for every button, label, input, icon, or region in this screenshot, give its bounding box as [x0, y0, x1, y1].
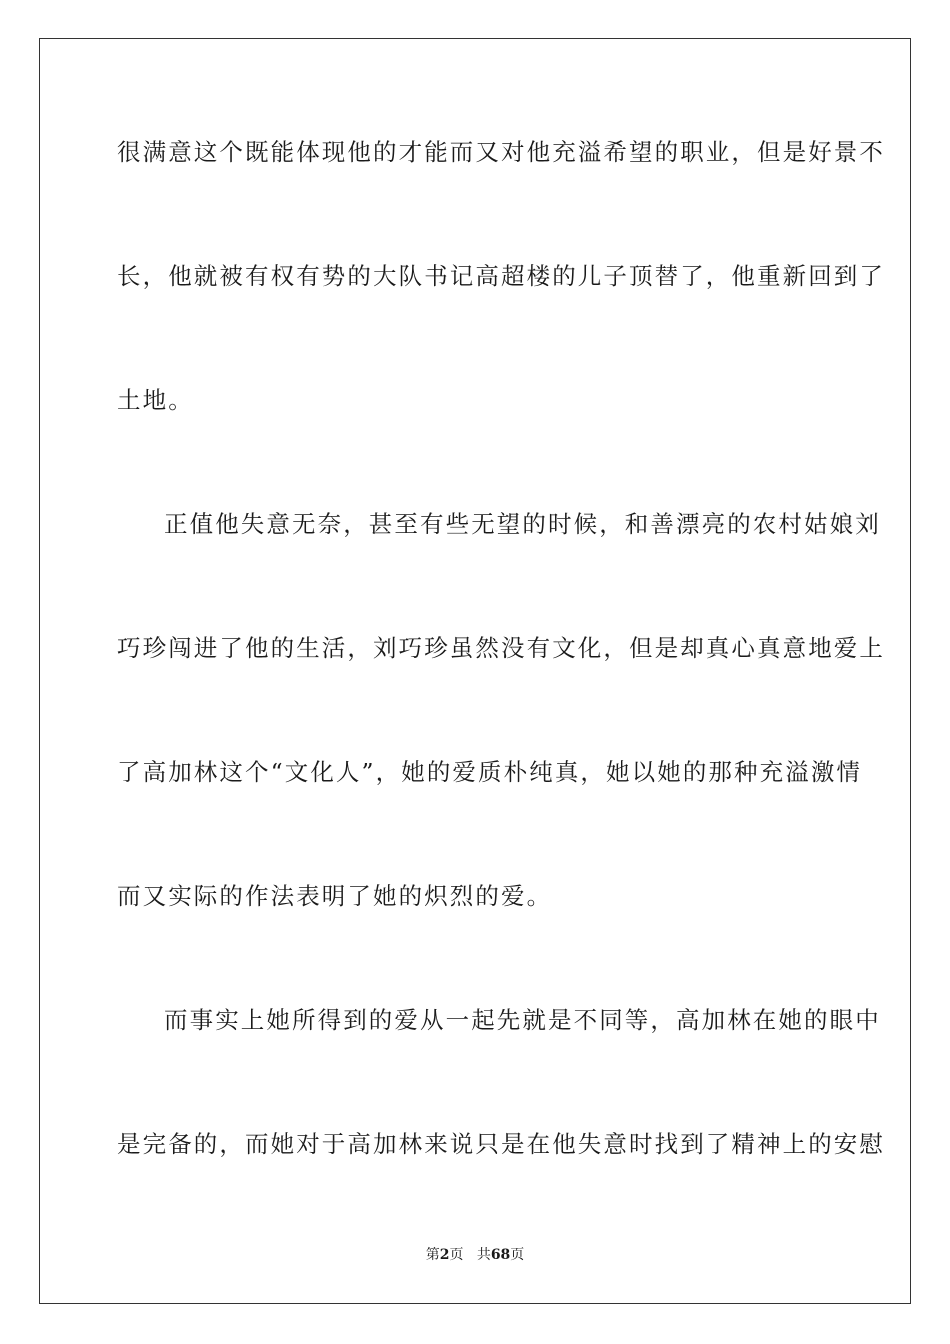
page-suffix: 页: [449, 1247, 464, 1263]
text-line-9: 是完备的，而她对于高加林来说只是在他失意时找到了精神上的安慰: [117, 1130, 885, 1158]
total-page-count: 68: [490, 1247, 511, 1263]
text-line-6: 了高加林这个“文化人”，她的爱质朴纯真，她以她的那种充溢激情: [117, 758, 863, 786]
text-line-1: 很满意这个既能体现他的才能而又对他充溢希望的职业，但是好景不: [117, 138, 885, 166]
text-line-7: 而又实际的作法表明了她的炽烈的爱。: [117, 882, 553, 910]
total-prefix: 共: [476, 1247, 491, 1263]
text-line-4: 正值他失意无奈，甚至有些无望的时候，和善漂亮的农村姑娘刘: [164, 510, 881, 538]
text-line-5: 巧珍闯进了他的生活，刘巧珍虽然没有文化，但是却真心真意地爱上: [117, 634, 885, 662]
page-footer: [0, 1246, 950, 1264]
page-prefix: 第: [425, 1247, 440, 1263]
text-line-2: 长，他就被有权有势的大队书记高超楼的儿子顶替了，他重新回到了: [117, 262, 885, 290]
total-suffix: 页: [510, 1247, 525, 1263]
text-line-3: 土地。: [117, 386, 194, 414]
text-line-8: 而事实上她所得到的爱从一起先就是不同等，高加林在她的眼中: [164, 1006, 881, 1034]
current-page-number: 2: [439, 1247, 450, 1263]
page-border: [39, 38, 911, 1304]
